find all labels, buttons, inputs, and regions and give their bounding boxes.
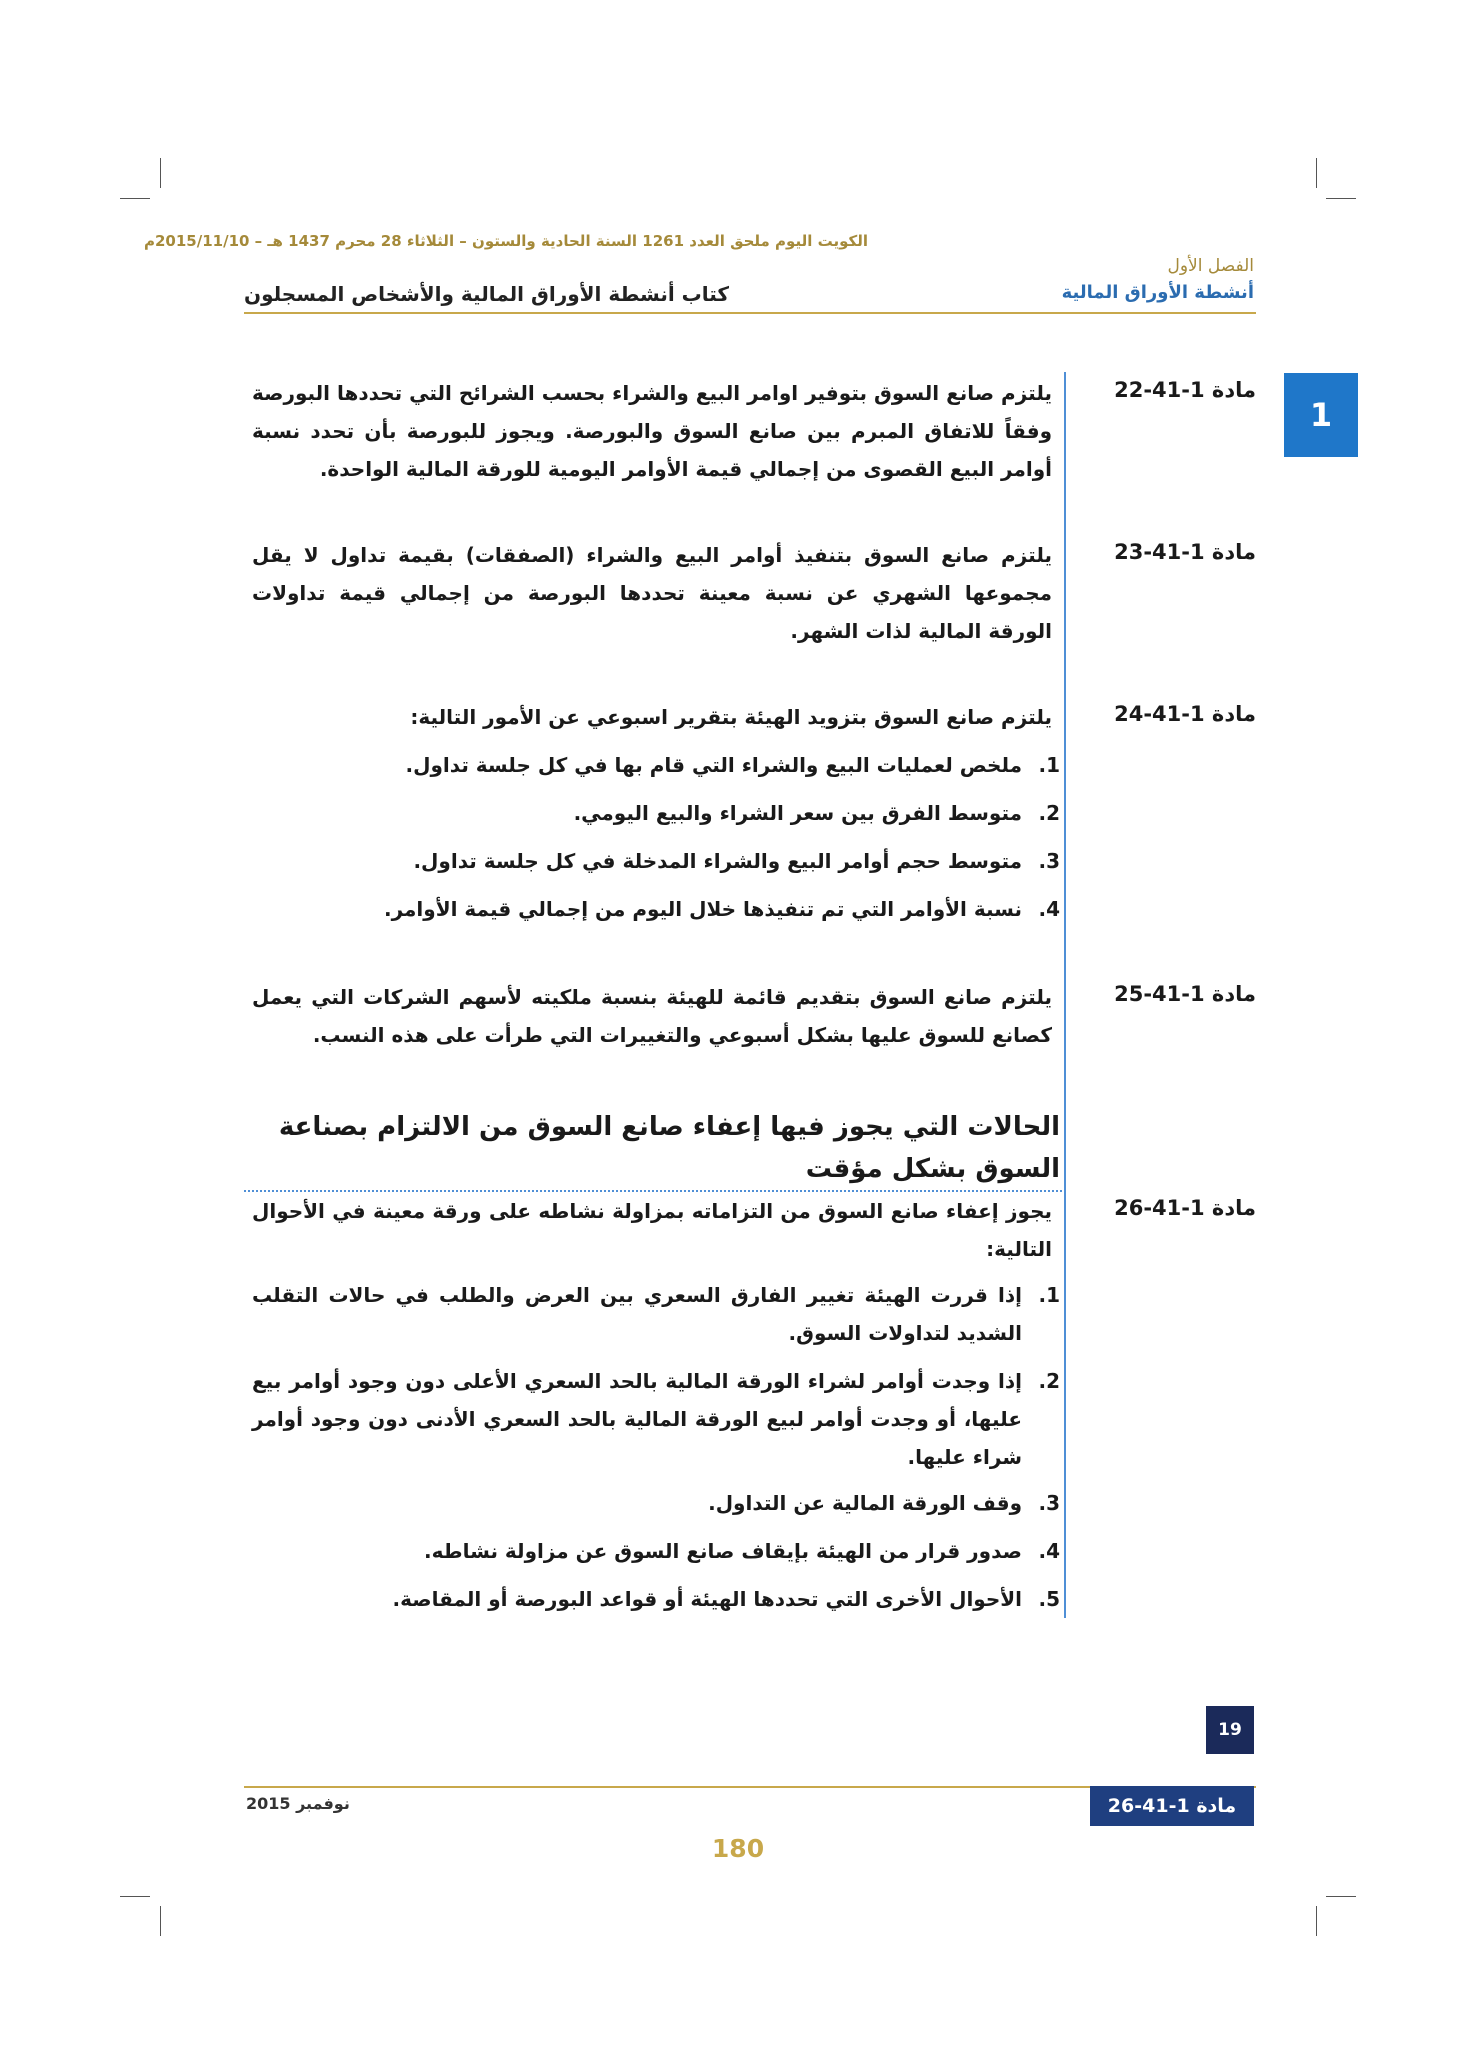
list-number: 2. [1038,801,1060,825]
list-text: متوسط حجم أوامر البيع والشراء المدخلة في كل جلسة تداول. [413,849,1022,873]
section-label: أنشطة الأوراق المالية [1061,282,1254,303]
list-number: 1. [1038,1283,1060,1307]
list-text: الأحوال الأخرى التي تحددها الهيئة أو قواعد البورصة أو المقاصة. [392,1587,1022,1611]
chapter-tab: 1 [1284,373,1358,457]
list-item [252,890,1060,928]
crop-mark [160,158,161,188]
list-number: 5. [1038,1587,1060,1611]
section-heading: الحالات التي يجوز فيها إعفاء صانع السوق من الالتزام بصناعة السوق بشكل مؤقت [278,1112,1060,1184]
page-number-box: 19 [1206,1706,1254,1754]
crop-mark [1326,198,1356,199]
crop-mark [120,1896,150,1897]
chapter-label: الفصل الأول [1167,256,1254,276]
list-text: وقف الورقة المالية عن التداول. [708,1491,1022,1515]
book-title: كتاب أنشطة الأوراق المالية والأشخاص المسجلون [244,282,730,306]
crop-mark [120,198,150,199]
list-item [252,1362,1060,1476]
list-text: متوسط الفرق بين سعر الشراء والبيع اليومي. [573,801,1022,825]
list-text: ملخص لعمليات البيع والشراء التي قام بها في كل جلسة تداول. [405,753,1022,777]
list-item [252,1580,1060,1618]
list-number: 4. [1038,1539,1060,1563]
list-number: 3. [1038,849,1060,873]
article-label: مادة 1-41-24 [1114,702,1256,726]
article-label: مادة 1-41-22 [1114,378,1256,402]
article-text: يلتزم صانع السوق بتقديم قائمة للهيئة بنسبة ملكيته لأسهم الشركات التي يعمل كصانع للسوق عليها بشكل أسبوعي والتغييرات التي طرأت على هذه النسب. [252,985,1052,1047]
list-item [252,1484,1060,1522]
list-number: 3. [1038,1491,1060,1515]
list-number: 2. [1038,1369,1060,1393]
article-label: مادة 1-41-26 [1114,1196,1256,1220]
list-number: 1. [1038,753,1060,777]
list-number: 4. [1038,897,1060,921]
crop-mark [160,1906,161,1936]
list-item [252,1276,1060,1352]
article-label: مادة 1-41-23 [1114,540,1256,564]
article-text: يلتزم صانع السوق بتنفيذ أوامر البيع والشراء (الصفقات) بقيمة تداول لا يقل مجموعها الشهري عن نسبة معينة تحددها البورصة من إجمالي قيمة تداولات الورقة المالية لذات الشهر. [252,543,1052,643]
footer-page-number: 180 [711,1834,765,1863]
crop-mark [1326,1896,1356,1897]
article-text: يجوز إعفاء صانع السوق من التزاماته بمزاولة نشاطه على ورقة معينة في الأحوال التالية: [252,1199,1052,1261]
footer-article-range: مادة 1-41-26 [1090,1786,1254,1826]
list-text: إذا وجدت أوامر لشراء الورقة المالية بالحد السعري الأعلى دون وجود أوامر بيع عليها، أو وجدت أوامر لبيع الورقة المالية بالحد السعري الأدنى دون وجود أوامر شراء عليها. [252,1369,1022,1469]
list-item [252,794,1060,832]
list-item [252,746,1060,784]
crop-mark [1316,158,1317,188]
header-divider [244,312,1256,314]
gazette-header: الكويت اليوم ملحق العدد 1261 السنة الحادية والستون – الثلاثاء 28 محرم 1437 هـ – 2015/11/10م [143,232,868,250]
list-text: صدور قرار من الهيئة بإيقاف صانع السوق عن مزاولة نشاطه. [424,1539,1022,1563]
crop-mark [1316,1906,1317,1936]
article-text: يلتزم صانع السوق بتوفير اوامر البيع والشراء بحسب الشرائح التي تحددها البورصة وفقاً للاتفاق المبرم بين صانع السوق والبورصة. ويجوز للبورصة بأن تحدد نسبة أوامر البيع القصوى من إجمالي قيمة الأوامر اليومية للورقة المالية الواحدة. [252,381,1052,481]
article-text: يلتزم صانع السوق بتزويد الهيئة بتقرير اسبوعي عن الأمور التالية: [410,705,1052,729]
list-item [252,1532,1060,1570]
list-item [252,842,1060,880]
list-text: نسبة الأوامر التي تم تنفيذها خلال اليوم من إجمالي قيمة الأوامر. [383,897,1022,921]
content-rule [1064,372,1066,1618]
footer-date: نوفمبر 2015 [246,1794,350,1813]
list-text: إذا قررت الهيئة تغيير الفارق السعري بين العرض والطلب في حالات التقلب الشديد لتداولات السوق. [252,1283,1022,1345]
article-label: مادة 1-41-25 [1114,982,1256,1006]
